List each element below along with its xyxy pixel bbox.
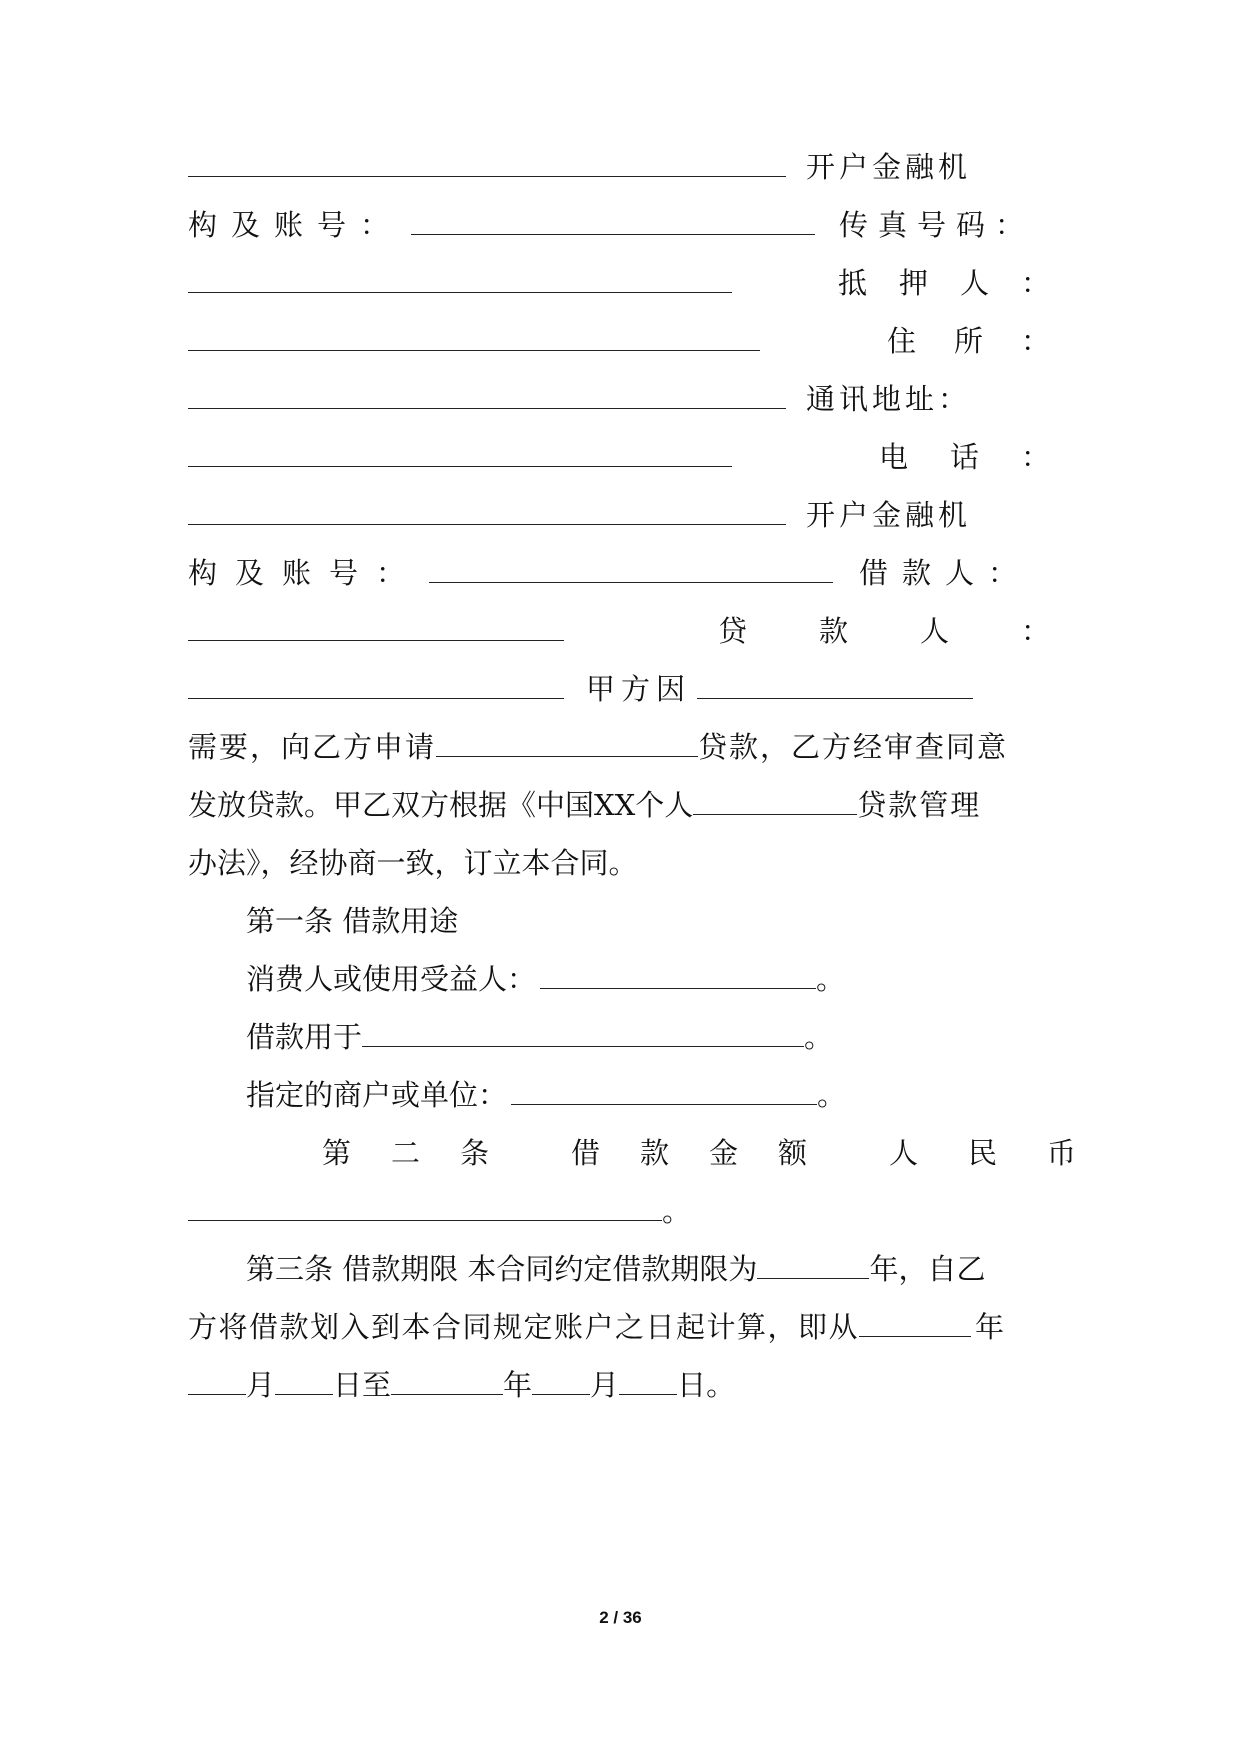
blank-field[interactable] <box>693 792 857 815</box>
line-2 <box>188 203 1050 243</box>
text-apply: 需要，向乙方申请 <box>188 729 437 764</box>
label-day-to: 日至 <box>333 1367 392 1402</box>
label-lender: 贷款人： <box>717 613 1122 648</box>
label-merchant: 指定的商户或单位： <box>246 1077 508 1112</box>
line-17: 指定的商户或单位： 。 <box>246 1073 1050 1113</box>
label-month: 月 <box>246 1367 276 1402</box>
blank-field[interactable] <box>532 1372 590 1395</box>
label-loan-usage: 借款用于 <box>246 1019 363 1054</box>
blank-field[interactable] <box>188 676 564 699</box>
label-account: 构及账号： <box>188 207 404 242</box>
line-1 <box>188 145 1050 185</box>
blank-field[interactable] <box>859 1314 971 1337</box>
blank-field[interactable] <box>275 1372 333 1395</box>
label-mail-address: 通讯地址： <box>806 381 972 416</box>
blank-field[interactable] <box>188 270 732 293</box>
label-consumer: 消费人或使用受益人： <box>246 961 537 996</box>
line-19: 。 <box>188 1189 1050 1229</box>
text-loan-rules: 贷款管理 <box>857 787 982 822</box>
line-4 <box>188 319 1088 359</box>
blank-field[interactable] <box>188 502 786 525</box>
article-3: 第三条 借款期限 本合同约定借款期限为 年，自乙 <box>246 1247 1050 1287</box>
line-6 <box>188 435 1092 475</box>
blank-field[interactable] <box>188 1372 246 1395</box>
line-10 <box>188 667 1050 707</box>
label-borrower: 借款人： <box>859 555 1032 590</box>
article-3-heading: 第三条 借款期限 本合同约定借款期限为 <box>246 1251 758 1286</box>
line-21: 方将借款划入到本合同规定账户之日起计算，即从 年 <box>188 1309 1005 1344</box>
blank-field[interactable] <box>429 560 833 583</box>
page-number: 2 / 36 <box>599 1608 642 1627</box>
blank-field[interactable] <box>411 212 815 235</box>
label-bank: 开户金融机 <box>806 497 972 532</box>
line-16: 借款用于 。 <box>246 1015 1050 1055</box>
blank-field[interactable] <box>188 1198 662 1221</box>
line-5 <box>188 377 1050 417</box>
blank-field[interactable] <box>362 1024 804 1047</box>
line-8 <box>188 551 1050 591</box>
label-month: 月 <box>590 1367 620 1402</box>
line-22 <box>188 1363 1050 1403</box>
blank-field[interactable] <box>540 966 816 989</box>
label-phone: 电话： <box>878 439 1092 474</box>
blank-field[interactable] <box>697 676 973 699</box>
blank-field[interactable] <box>391 1372 503 1395</box>
text-loan-approve: 贷款，乙方经审查同意 <box>698 729 1009 764</box>
line-15: 消费人或使用受益人： 。 <box>246 957 1050 997</box>
blank-field[interactable] <box>188 328 760 351</box>
line-7 <box>188 493 1050 533</box>
label-address: 住所： <box>886 323 1088 358</box>
text-agreement: 办法》，经协商一致，订立本合同。 <box>188 845 638 880</box>
blank-field[interactable] <box>436 734 698 757</box>
label-day-end: 日。 <box>677 1367 736 1402</box>
label-year: 年 <box>503 1367 533 1402</box>
blank-field[interactable] <box>619 1372 677 1395</box>
line-13 <box>188 841 1050 881</box>
text-according: 发放贷款。甲乙双方根据《中国XX个人 <box>188 787 694 822</box>
article-2-heading: 第二条 借款金额 人民币 <box>322 1135 1127 1170</box>
line-11 <box>188 725 1050 765</box>
blank-field[interactable] <box>188 154 786 177</box>
line-12 <box>188 783 1050 823</box>
blank-field[interactable] <box>188 386 786 409</box>
label-account: 构及账号： <box>188 555 424 590</box>
blank-field[interactable] <box>757 1256 869 1279</box>
line-9 <box>188 609 1122 649</box>
blank-field[interactable] <box>511 1082 817 1105</box>
label-mortgagor: 抵押人： <box>837 265 1082 300</box>
article-1-heading: 第一条 借款用途 <box>246 903 459 938</box>
line-3 <box>188 261 1082 301</box>
label-bank: 开户金融机 <box>806 149 972 184</box>
text-party-a: 甲方因 <box>586 671 692 706</box>
blank-field[interactable] <box>188 618 564 641</box>
blank-field[interactable] <box>188 444 732 467</box>
label-fax: 传真号码： <box>839 207 1035 242</box>
